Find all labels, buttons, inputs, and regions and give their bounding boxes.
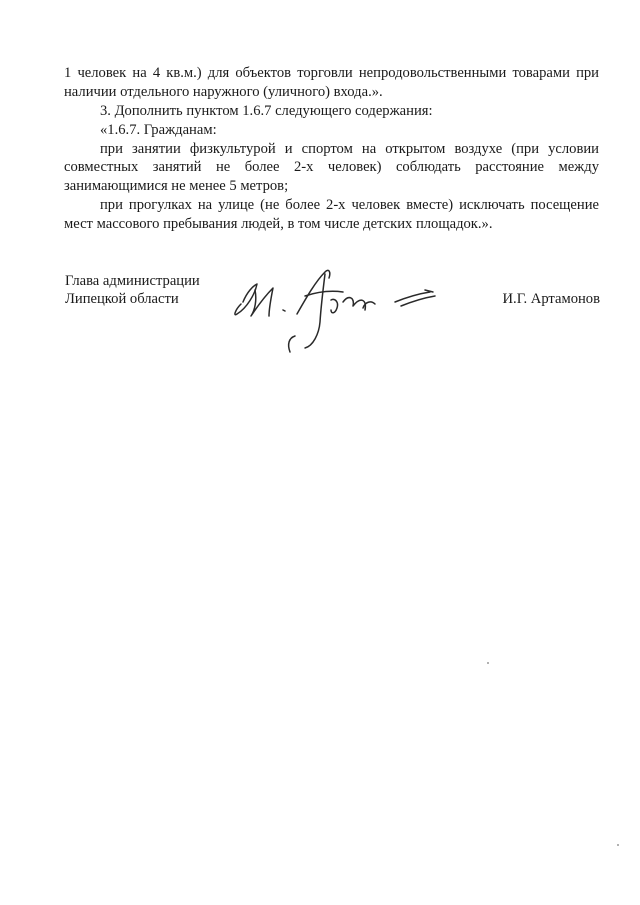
- handwritten-signature: [225, 262, 455, 362]
- paragraph-line: совместных занятий не более 2-х человек) соблюдать расстояние между: [64, 159, 599, 175]
- signatory-name: И.Г. Артамонов: [502, 291, 600, 307]
- paragraph-line: мест массового пребывания людей, в том числе детских площадок.».: [64, 216, 493, 232]
- signatory-position-line: Липецкой области: [65, 291, 179, 307]
- paragraph-line: 3. Дополнить пунктом 1.6.7 следующего содержания:: [100, 103, 433, 119]
- paragraph-line: при прогулках на улице (не более 2-х человек вместе) исключать посещение: [100, 197, 599, 213]
- paragraph-line: «1.6.7. Гражданам:: [100, 122, 217, 138]
- paragraph-line: 1 человек на 4 кв.м.) для объектов торговли непродовольственными товарами при: [64, 65, 599, 81]
- paragraph-line: при занятии физкультурой и спортом на открытом воздухе (при условии: [100, 141, 599, 157]
- signatory-position: [65, 272, 200, 308]
- scan-speck: [487, 662, 489, 664]
- paragraph-line: наличии отдельного наружного (уличного) входа.».: [64, 84, 383, 100]
- signatory-position-line: Глава администрации: [65, 273, 200, 289]
- scan-speck: [617, 844, 619, 846]
- paragraph-line: занимающимися не менее 5 метров;: [64, 178, 289, 194]
